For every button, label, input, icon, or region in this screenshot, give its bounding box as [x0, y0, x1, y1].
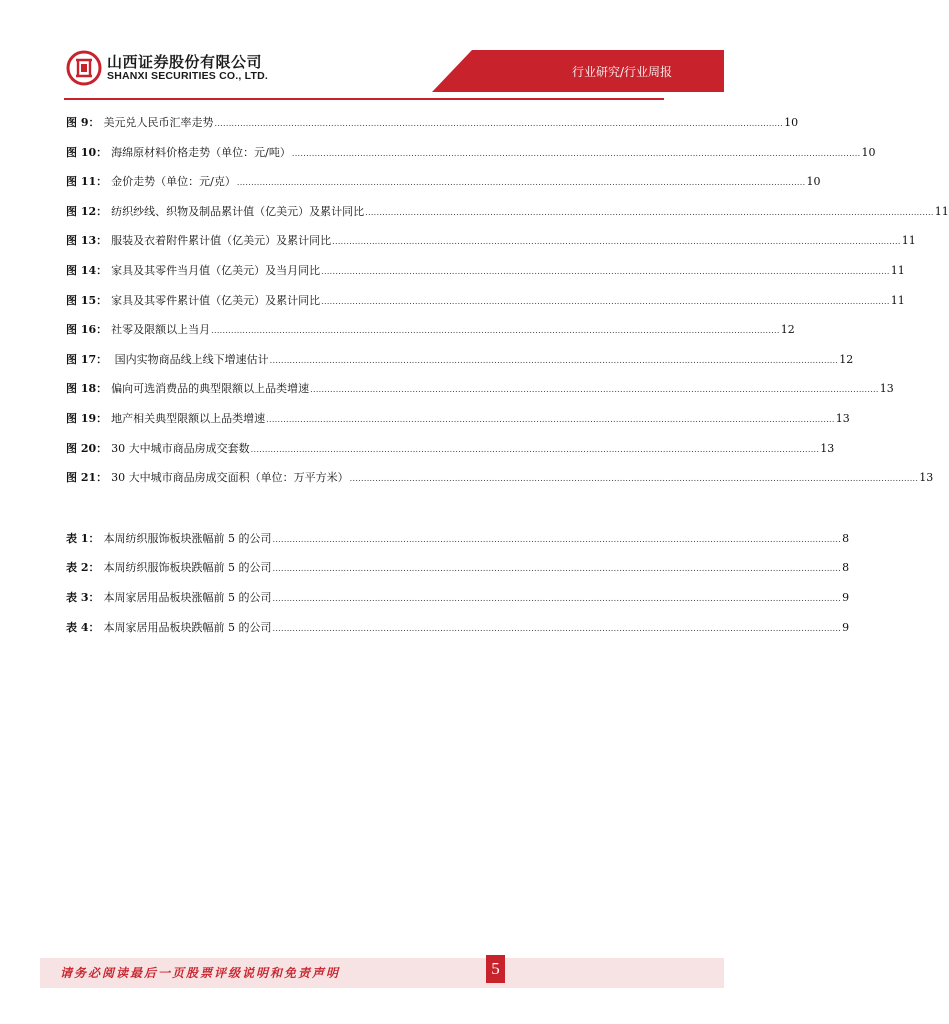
toc-title: 社零及限额以上当月 — [111, 323, 211, 337]
company-name-en: SHANXI SECURITIES CO., LTD. — [107, 70, 268, 82]
toc-leader: ........................................................................................................................................................................................................ — [332, 237, 901, 247]
toc-page: 11 — [901, 234, 916, 248]
toc-leader: ........................................................................................................................................................................................................ — [272, 623, 842, 633]
toc-entry[interactable] — [66, 379, 894, 409]
toc-label: 图 13： — [66, 234, 108, 248]
toc-title: 本周家居用品板块涨幅前 5 的公司 — [103, 590, 272, 604]
toc-title: 家具及其零件当月值（亿美元）及当月同比 — [111, 263, 321, 277]
toc-title: 30 大中城市商品房成交面积（单位：万平方米） — [111, 471, 349, 485]
toc-leader: ........................................................................................................................................................................................................ — [250, 444, 820, 454]
toc-page: 13 — [879, 382, 894, 396]
toc-label: 图 15： — [66, 293, 108, 307]
toc-entry[interactable] — [66, 350, 854, 380]
toc-title: 本周纺织服饰板块跌幅前 5 的公司 — [103, 561, 272, 575]
toc-label: 表 2： — [66, 561, 100, 575]
toc-spacer — [66, 498, 658, 529]
toc-leader: ........................................................................................................................................................................................................ — [272, 564, 842, 574]
toc-entry[interactable] — [66, 558, 850, 588]
figure-toc — [66, 113, 949, 647]
toc-title: 偏向可选消费品的典型限额以上品类增速 — [111, 382, 310, 396]
toc-leader: ........................................................................................................................................................................................................ — [321, 266, 890, 276]
toc-label: 图 17： — [66, 352, 108, 366]
toc-page: 8 — [842, 561, 850, 575]
toc-entry[interactable] — [66, 409, 850, 439]
toc-label: 图 20： — [66, 441, 108, 455]
toc-entry[interactable] — [66, 468, 934, 498]
toc-title: 本周家居用品板块跌幅前 5 的公司 — [103, 620, 272, 634]
toc-page: 9 — [842, 620, 850, 634]
toc-title: 本周纺织服饰板块涨幅前 5 的公司 — [103, 531, 272, 545]
toc-title: 金价走势（单位：元/克） — [111, 175, 236, 189]
toc-leader: ........................................................................................................................................................................................................ — [272, 593, 842, 603]
toc-label: 图 19： — [66, 411, 108, 425]
toc-title: 海绵原材料价格走势（单位：元/吨） — [111, 145, 291, 159]
toc-leader: ........................................................................................................................................................................................................ — [365, 207, 934, 217]
toc-leader: ........................................................................................................................................................................................................ — [211, 326, 780, 336]
toc-entry[interactable] — [66, 143, 876, 173]
toc-page: 13 — [919, 471, 934, 485]
toc-label: 图 9： — [66, 116, 100, 129]
toc-entry[interactable] — [66, 588, 850, 618]
toc-page: 10 — [806, 175, 821, 189]
header-rule — [64, 98, 664, 100]
toc-page: 12 — [780, 323, 795, 337]
toc-entry[interactable] — [66, 291, 905, 321]
toc-label: 图 10： — [66, 145, 108, 159]
toc-label: 表 4： — [66, 620, 100, 634]
toc-leader: ........................................................................................................................................................................................................ — [291, 148, 861, 158]
toc-title: 国内实物商品线上线下增速估计 — [111, 352, 269, 366]
toc-label: 图 16： — [66, 323, 108, 337]
toc-leader: ........................................................................................................................................................................................................ — [272, 534, 842, 544]
toc-entry[interactable] — [66, 320, 795, 350]
toc-leader: ........................................................................................................................................................................................................ — [214, 119, 784, 128]
toc-label: 图 21： — [66, 471, 108, 485]
toc-entry[interactable] — [66, 202, 949, 232]
toc-leader: ........................................................................................................................................................................................................ — [349, 474, 919, 484]
toc-title: 美元兑人民币汇率走势 — [103, 116, 214, 129]
company-logo-icon — [66, 50, 102, 86]
toc-page: 9 — [842, 590, 850, 604]
toc-page: 11 — [934, 204, 949, 218]
toc-entry[interactable] — [66, 439, 835, 469]
toc-page: 8 — [842, 531, 850, 545]
toc-label: 图 12： — [66, 204, 108, 218]
toc-page: 12 — [839, 352, 854, 366]
toc-entry[interactable] — [66, 172, 821, 202]
toc-label: 图 18： — [66, 382, 108, 396]
report-category: 行业研究/行业周报 — [571, 65, 672, 79]
toc-page: 11 — [890, 263, 905, 277]
toc-entry[interactable] — [66, 261, 905, 291]
toc-entry[interactable] — [66, 529, 850, 559]
toc-title: 地产相关典型限额以上品类增速 — [111, 411, 266, 425]
toc-label: 表 1： — [66, 531, 100, 545]
toc-entry[interactable] — [66, 113, 799, 143]
disclaimer-text: 请务必阅读最后一页股票评级说明和免责声明 — [60, 966, 341, 980]
toc-leader: ........................................................................................................................................................................................................ — [269, 355, 839, 365]
toc-page: 11 — [890, 293, 905, 307]
toc-title: 服装及衣着附件累计值（亿美元）及累计同比 — [111, 234, 332, 248]
toc-entry[interactable] — [66, 618, 850, 648]
toc-title: 家具及其零件累计值（亿美元）及累计同比 — [111, 293, 321, 307]
toc-leader: ........................................................................................................................................................................................................ — [310, 385, 879, 395]
toc-leader: ........................................................................................................................................................................................................ — [266, 414, 835, 424]
toc-title: 30 大中城市商品房成交套数 — [111, 441, 250, 455]
toc-label: 表 3： — [66, 590, 100, 604]
page-number: 5 — [486, 955, 505, 983]
toc-page: 13 — [835, 411, 850, 425]
toc-entry[interactable] — [66, 231, 916, 261]
toc-leader: ........................................................................................................................................................................................................ — [236, 178, 806, 188]
company-name-cn: 山西证券股份有限公司 — [107, 53, 263, 71]
toc-page: 10 — [861, 145, 876, 159]
toc-page: 13 — [820, 441, 835, 455]
toc-label: 图 11： — [66, 175, 108, 189]
toc-page: 10 — [784, 116, 799, 129]
toc-label: 图 14： — [66, 263, 108, 277]
toc-leader: ........................................................................................................................................................................................................ — [321, 296, 890, 306]
page-header — [0, 0, 724, 100]
toc-title: 纺织纱线、织物及制品累计值（亿美元）及累计同比 — [111, 204, 365, 218]
